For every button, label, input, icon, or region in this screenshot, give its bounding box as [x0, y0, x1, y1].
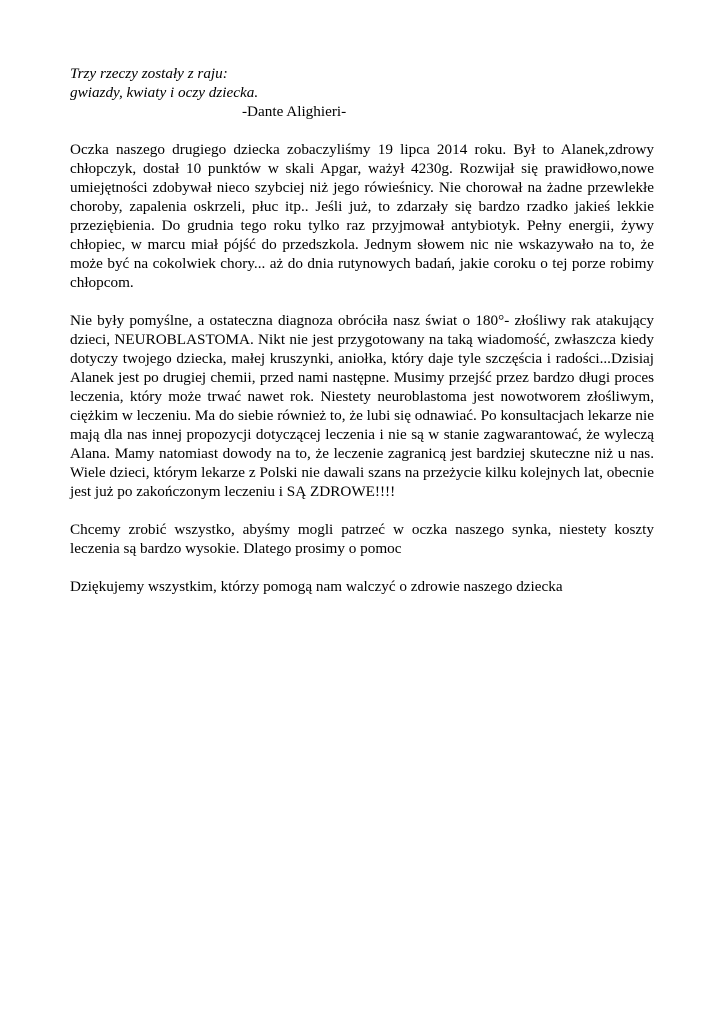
epigraph-line-2: gwiazdy, kwiaty i oczy dziecka. [70, 84, 259, 101]
paragraph-birth-story: Oczka naszego drugiego dziecka zobaczyliśmy 19 lipca 2014 roku. Był to Alanek,zdrowy chłopczyk, dostał 10 punktów w skali Apgar, ważył 4230g. Rozwijał się prawidłowo,nowe umiejętności zdobywał nieco szybciej niż jego rówieśnicy. Nie chorował na żadne przewlekłe choroby, zapalenia oskrzeli, płuc itp.. Jeśli już, to zdarzały się bardzo rzadko jakieś lekkie przeziębienia. Do grudnia tego roku tylko raz przyjmował antybiotyk. Pełny energii, żywy chłopiec, w marcu miał pójść do przedszkola. Jednym słowem nic nie wskazywało na to, że może być na cokolwiek chory... aż do dnia rutynowych badań, jakie coroku o tej porze robimy chłopcom. [70, 141, 654, 291]
paragraph-thanks: Dziękujemy wszystkim, którzy pomogą nam walczyć o zdrowie naszego dziecka [70, 578, 563, 595]
epigraph [70, 64, 654, 121]
document-page [70, 64, 654, 615]
epigraph-author: -Dante Alighieri- [242, 103, 347, 120]
epigraph-line-1: Trzy rzeczy zostały z raju: [70, 65, 228, 82]
body-text [70, 140, 654, 596]
paragraph-diagnosis: Nie były pomyślne, a ostateczna diagnoza obróciła nasz świat o 180°- złośliwy rak atakujący dzieci, NEUROBLASTOMA. Nikt nie jest przygotowany na taką wiadomość, zwłaszcza kiedy dotyczy twojego dziecka, małej kruszynki, aniołka, który daje tyle szczęścia i radości...Dzisiaj Alanek jest po drugiej chemii, przed nami następne. Musimy przejść przez bardzo długi proces leczenia, który może trwać nawet rok. Niestety neuroblastoma jest nowotworem złośliwym, ciężkim w leczeniu. Ma do siebie również to, że lubi się odnawiać. Po konsultacjach lekarze nie mają dla nas innej propozycji dotyczącej leczenia i nie są w stanie zagwarantować, że wyleczą Alana. Mamy natomiast dowody na to, że leczenie zagranicą jest bardziej skuteczne niż u nas. Wiele dzieci, którym lekarze z Polski nie dawali szans na przeżycie kilku kolejnych lat, obecnie jest już po zakończonym leczeniu i SĄ ZDROWE!!!! [70, 312, 654, 500]
paragraph-appeal: Chcemy zrobić wszystko, abyśmy mogli patrzeć w oczka naszego synka, niestety koszty leczenia są bardzo wysokie. Dlatego prosimy o pomoc [70, 521, 654, 557]
